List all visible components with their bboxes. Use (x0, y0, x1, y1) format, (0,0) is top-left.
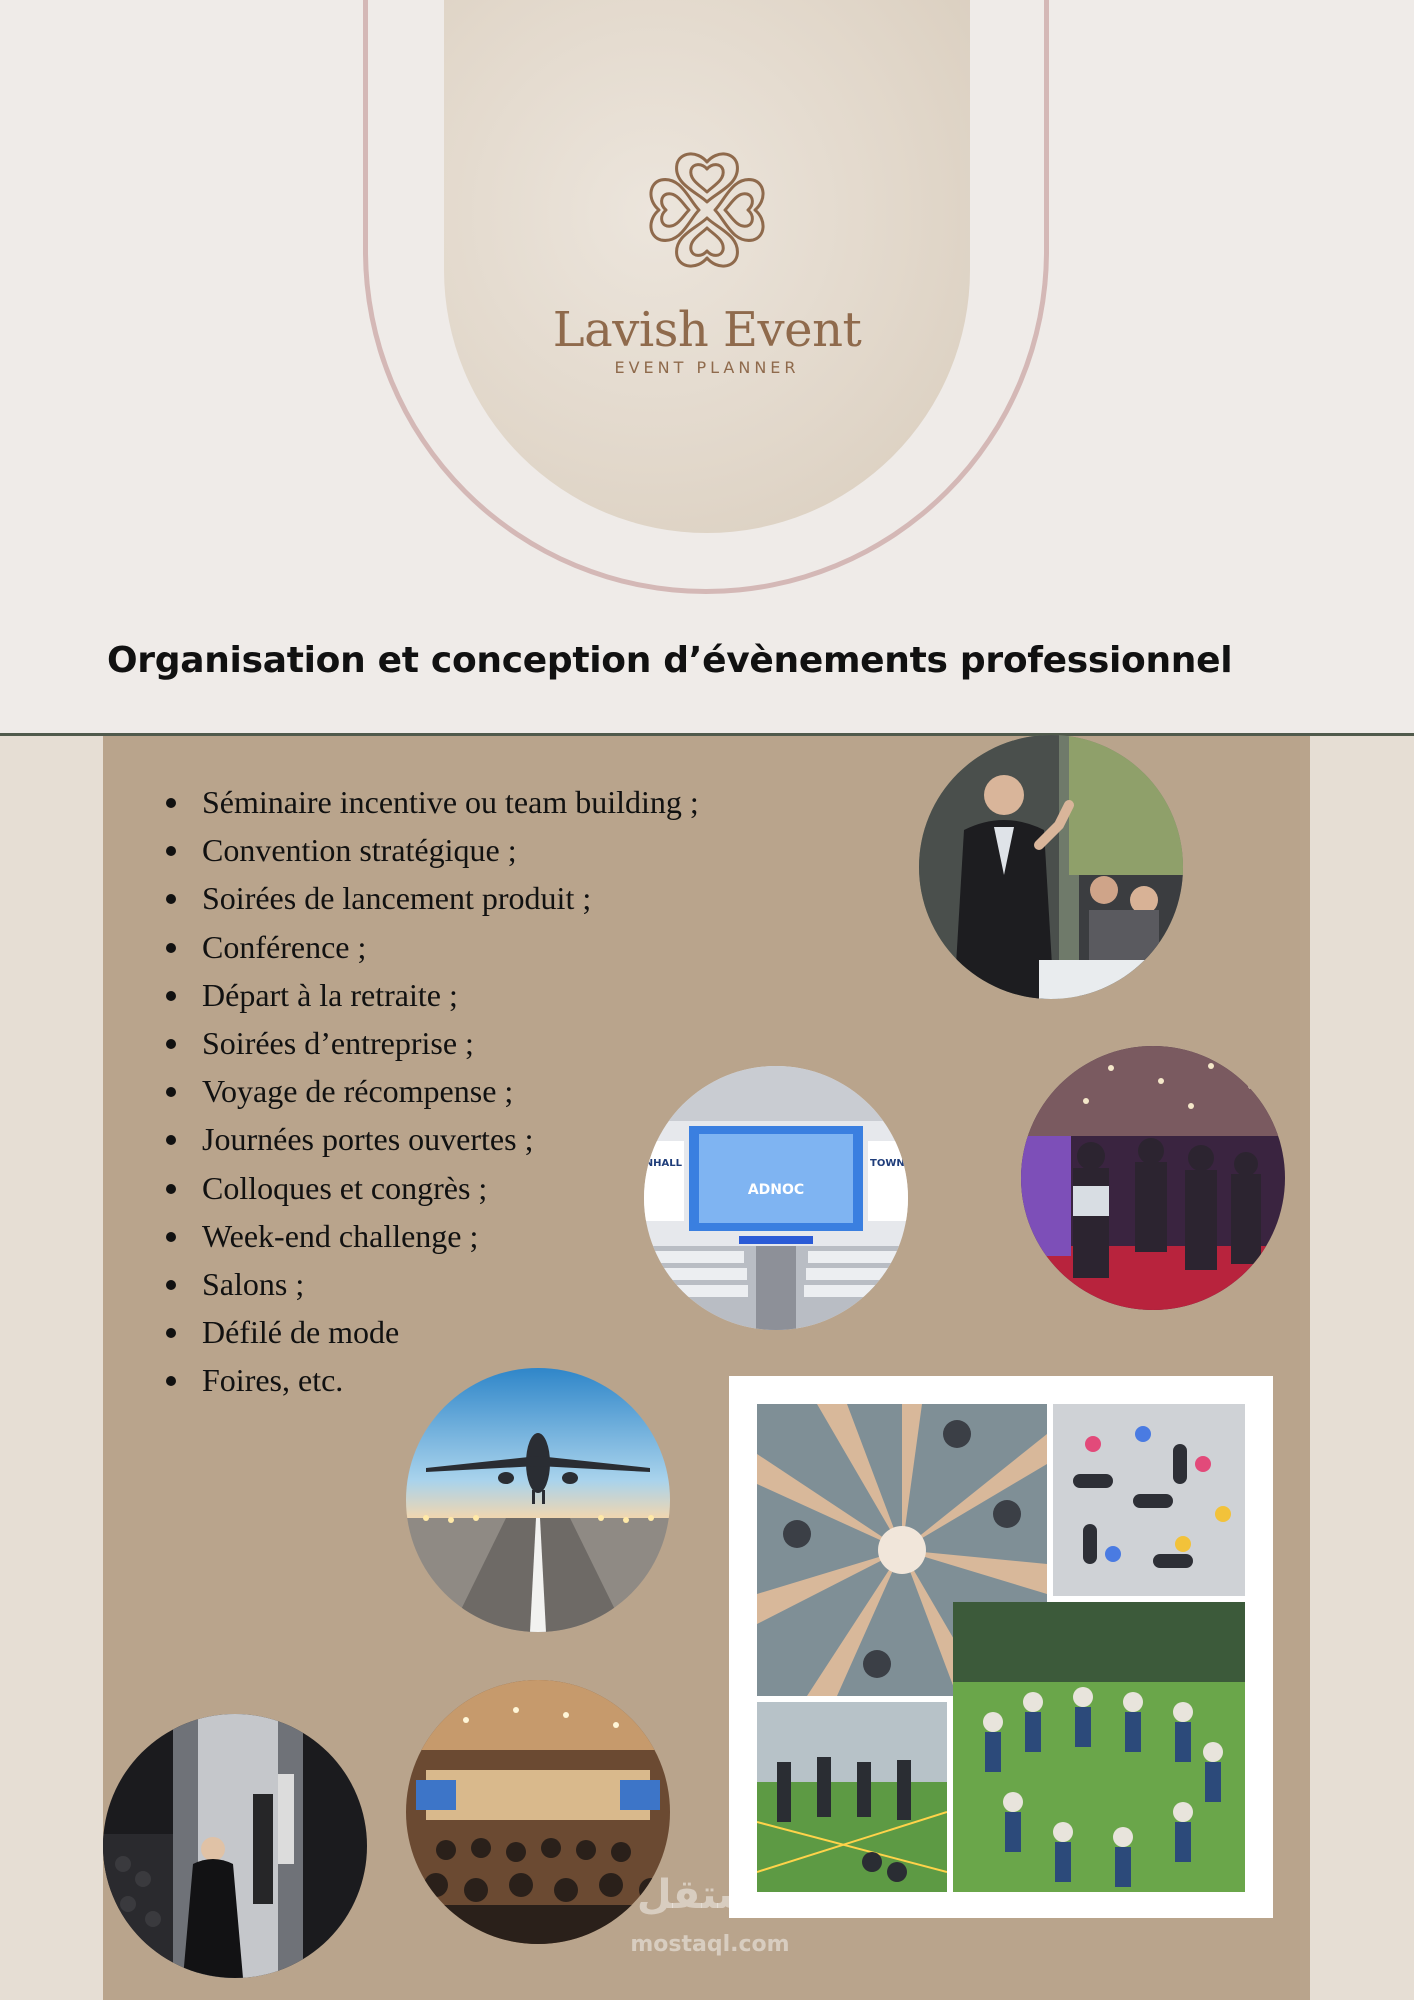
watermark-url: mostaql.com (630, 1932, 790, 1957)
list-item: Convention stratégique ; (202, 826, 699, 874)
list-item: Soirées d’entreprise ; (202, 1019, 699, 1067)
banner-right-text: TOWN (870, 1158, 905, 1169)
brand-name: Lavish Event (552, 302, 862, 358)
fashion-runway-photo (103, 1714, 367, 1978)
banner-left-text: NHALL (644, 1158, 682, 1169)
list-item: Week-end challenge ; (202, 1212, 699, 1260)
list-item: Salons ; (202, 1260, 699, 1308)
team-building-collage (729, 1376, 1273, 1918)
town-hall-auditorium-photo (644, 1066, 908, 1330)
watermark-logo: مستقل (636, 1872, 784, 1918)
screen-logo-text: ADNOC (747, 1182, 805, 1198)
corporate-party-photo (1021, 1046, 1285, 1310)
brand-tagline: EVENT PLANNER (614, 358, 800, 377)
event-type-list (202, 778, 699, 1404)
list-item: Départ à la retraite ; (202, 971, 699, 1019)
header-section (0, 0, 1414, 733)
airplane-landing-photo (406, 1368, 670, 1632)
collage-circle-game-photo (953, 1602, 1245, 1892)
list-item: Soirées de lancement produit ; (202, 874, 699, 922)
list-item: Séminaire incentive ou team building ; (202, 778, 699, 826)
list-item: Voyage de récompense ; (202, 1067, 699, 1115)
four-hearts-clover-icon (640, 143, 774, 277)
list-item: Colloques et congrès ; (202, 1164, 699, 1212)
list-item: Conférence ; (202, 923, 699, 971)
arch-outline (363, 0, 1049, 594)
collage-floor-game-photo (1053, 1404, 1245, 1596)
list-item: Foires, etc. (202, 1356, 699, 1404)
list-item: Journées portes ouvertes ; (202, 1115, 699, 1163)
page-title: Organisation et conception d’évènements professionnel (107, 640, 1233, 681)
collage-field-game-photo (757, 1702, 947, 1892)
conference-speaker-photo (919, 735, 1183, 999)
list-item: Défilé de mode (202, 1308, 699, 1356)
